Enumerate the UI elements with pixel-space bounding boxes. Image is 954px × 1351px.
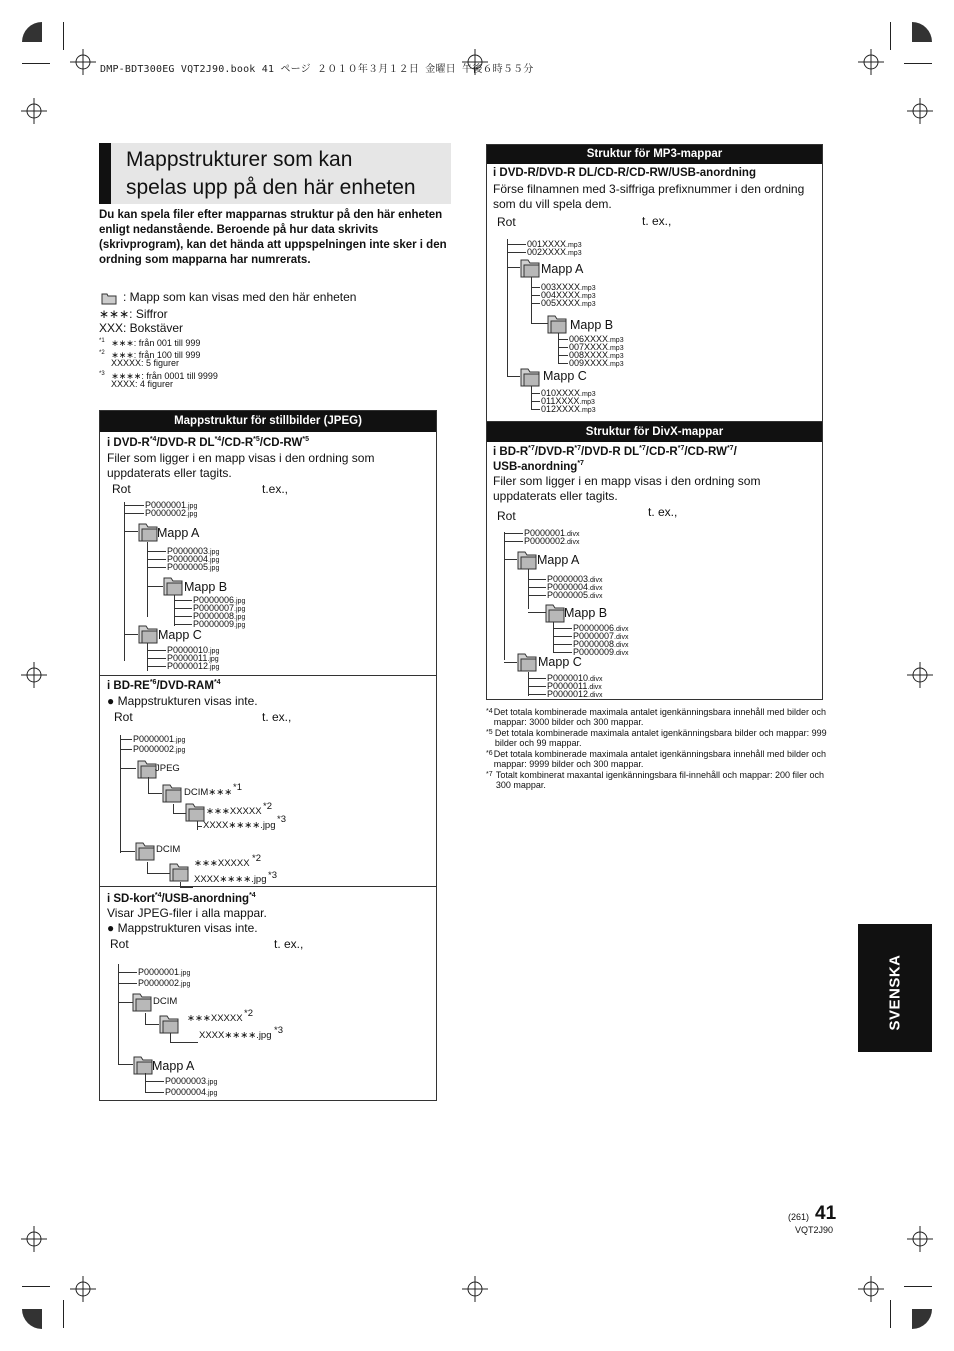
tree-line (148, 793, 162, 794)
tree-line (558, 347, 568, 348)
divider (100, 886, 436, 887)
divx-title-2 (493, 460, 584, 473)
file-name: P0000002.jpg (145, 508, 198, 518)
sup: *6 (149, 679, 157, 686)
tree-line (124, 531, 138, 532)
fn-text: Det totala kombinerade maximala antalet igenkänningsbara innehåll med bilder och mappar: 9999 bilder och 300 mappar. (493, 749, 826, 769)
sup: *4 (249, 892, 256, 899)
jpeg-s1-tree (100, 496, 438, 676)
folder-label: DCIM (153, 996, 178, 1007)
footnote-5 (486, 728, 836, 748)
folder-icon (101, 291, 117, 305)
tree-line (147, 559, 166, 560)
tree-line (507, 239, 508, 377)
tree-line (145, 1073, 146, 1092)
jpeg-s2-tree (100, 723, 438, 883)
sup: *4 (149, 436, 157, 443)
tree-line (531, 409, 540, 410)
t: /DVD-RAM (156, 679, 214, 692)
tree-line (528, 587, 546, 588)
folder-icon (162, 575, 183, 597)
t: /CD-R (221, 436, 254, 449)
tree-line (170, 1033, 171, 1042)
file-name: P0000003.jpg (165, 1076, 218, 1086)
tree-line (118, 983, 137, 984)
file-name: P0000011.divx (547, 681, 602, 691)
jpeg-s1-title (107, 436, 309, 449)
tree-line (147, 873, 170, 874)
language-tab (858, 924, 932, 1052)
folder-icon (137, 623, 158, 645)
divx-ex: t. ex., (648, 505, 678, 519)
tree-line (147, 567, 166, 568)
folder-icon (161, 782, 182, 804)
page-title-line2: spelas upp på den här enheten (126, 176, 416, 199)
intro-paragraph: Du kan spela filer efter mapparnas struktur på den här enheten enligt nedanstående. Beroende på hur data skrivits (skrivprogram), kan det hända att uppspelningen inte sker i den ordning som mapparna har numrerats. (99, 209, 447, 266)
tree-line (504, 533, 523, 534)
fn-text: Det totala kombinerade maximala antalet igenkänningsbara innehåll med bilder och mappar: 3000 bilder och 300 mappar. (493, 707, 826, 727)
tree-line (120, 851, 135, 852)
jpeg-s3-tree (100, 956, 438, 1096)
footnote-7 (486, 770, 836, 790)
note-3-text: ∗∗∗∗: från 0001 till 9999 (111, 371, 218, 381)
mp3-rot: Rot (497, 215, 516, 229)
folder-label: Mapp A (537, 553, 580, 567)
file-name: P0000007.divx (573, 631, 629, 641)
footnote-mark: *3 (277, 814, 286, 825)
page-ref: (261) (788, 1212, 810, 1222)
tree-line (504, 541, 523, 542)
tree-line (528, 595, 546, 596)
jpeg-s1-rot: Rot (112, 482, 131, 496)
tree-line (558, 339, 568, 340)
tree-line (553, 628, 572, 629)
folder-label: JPEG (155, 763, 180, 774)
folder-icon (546, 313, 567, 335)
sup: *7 (574, 445, 582, 452)
file-name: P0000003.jpg (167, 546, 220, 556)
tree-line (147, 666, 166, 667)
mp3-ex: t. ex., (642, 214, 672, 228)
divx-box-header: Struktur för DivX-mappar (487, 422, 822, 442)
jpeg-box (99, 410, 437, 1101)
t: /CD-RW (259, 436, 303, 449)
t: /DVD-R DL (156, 436, 215, 449)
jpeg-s2-rot: Rot (114, 710, 133, 724)
mp3-box (486, 144, 823, 422)
file-name: 004XXXX.mp3 (541, 290, 596, 300)
tree-line (174, 616, 192, 617)
footnote-mark: *3 (268, 870, 277, 881)
mp3-body: Förse filnamnen med 3-siffriga prefixnummer i den ordning som du vill spela dem. (493, 182, 805, 211)
file-name: P0000001.divx (524, 528, 580, 538)
tree-line (120, 735, 121, 853)
tree-line (531, 287, 540, 288)
file-name: P0000009.divx (573, 647, 629, 657)
folder-icon (544, 602, 565, 624)
tree-line (120, 739, 132, 740)
file-name: P0000010.jpg (167, 645, 220, 655)
folder-label: Mapp A (157, 526, 200, 540)
file-name: 001XXXX.mp3 (527, 239, 582, 249)
note-3-mark: *3 (99, 371, 105, 377)
tree-line (558, 355, 568, 356)
jpeg-s3-rot: Rot (110, 937, 129, 951)
tree-line (118, 972, 137, 973)
sup: *7 (677, 445, 685, 452)
tree-line (124, 513, 144, 514)
tree-line (147, 586, 163, 587)
sup: *7 (528, 445, 535, 452)
file-name: P0000002.jpg (133, 744, 186, 754)
fn-mark: *4 (486, 708, 493, 715)
tree-line (174, 600, 192, 601)
tree-line (553, 644, 572, 645)
tree-line (528, 672, 529, 696)
folder-label: ∗∗∗XXXXX (194, 858, 250, 869)
jpeg-s2-ex: t. ex., (262, 710, 292, 724)
tree-line (145, 1024, 159, 1025)
tree-line (147, 542, 148, 617)
sup: *5 (253, 436, 260, 443)
tree-line (528, 678, 546, 679)
mp3-box-header: Struktur för MP3-mappar (487, 145, 822, 164)
tree-line (124, 634, 138, 635)
tree-line (124, 502, 125, 661)
folder-icon (184, 801, 205, 823)
tree-line (531, 277, 532, 324)
t: /CD-RW (684, 445, 727, 458)
page-title (99, 143, 451, 204)
note-1 (99, 336, 200, 348)
fn-text: Totalt kombinerat maxantal igenkänningsbara fil-innehåll och mappar: 200 filer och 300 mappar. (495, 770, 825, 790)
jpeg-box-header: Mappstruktur för stillbilder (JPEG) (100, 411, 436, 432)
file-name: 010XXXX.mp3 (541, 388, 596, 398)
print-header: DMP-BDT300EG VQT2J90.book 41 ページ ２０１０年３月１２日 金曜日 午後６時５５分 (100, 64, 534, 75)
file-name: P0000006.jpg (193, 595, 246, 605)
tree-line (553, 622, 554, 653)
file-name: P0000002.divx (524, 536, 580, 546)
folder-label: ∗∗∗XXXXX (206, 806, 262, 817)
jpeg-s3-ex: t. ex., (274, 937, 304, 951)
t: /USB-anordning (161, 892, 250, 905)
mp3-title: i DVD-R/DVD-R DL/CD-R/CD-RW/USB-anordning (493, 167, 756, 179)
file-name: 002XXXX.mp3 (527, 247, 582, 257)
footnote-6 (486, 749, 836, 769)
divider (100, 675, 436, 676)
footnote-mark: *3 (274, 1025, 283, 1036)
legend-folder (101, 290, 356, 305)
t: /DVD-R (534, 445, 575, 458)
file-name: P0000001.jpg (133, 734, 186, 744)
file-name: 011XXXX.mp3 (541, 396, 595, 406)
legend-letters: XXX: Bokstäver (99, 321, 184, 335)
folder-label: Mapp B (564, 606, 608, 620)
file-name: P0000003.divx (547, 574, 603, 584)
tree-line (507, 244, 526, 245)
file-name: P0000009.jpg (193, 619, 246, 629)
file-name: P0000010.divx (547, 673, 603, 683)
tree-line (528, 694, 546, 695)
page-title-line1: Mappstrukturer som kan (126, 148, 353, 171)
file-name: P0000004.jpg (167, 554, 220, 564)
tree-line (528, 686, 546, 687)
tree-line (147, 650, 166, 651)
file-name: 012XXXX.mp3 (541, 404, 596, 414)
fn-mark: *5 (486, 729, 493, 736)
file-name: XXXX∗∗∗∗.jpg (199, 1030, 272, 1041)
folder-icon (136, 758, 157, 780)
file-name: P0000007.jpg (193, 603, 246, 613)
note-2-mark: *2 (99, 350, 105, 356)
folder-icon (134, 840, 155, 862)
legend-folder-text: : Mapp som kan visas med den här enheten (123, 290, 357, 304)
tree-line (145, 1092, 164, 1093)
t: i SD-kort (107, 892, 155, 905)
folder-icon (168, 861, 189, 883)
tree-line (180, 887, 193, 888)
divx-tree (487, 526, 824, 701)
tree-line (147, 551, 166, 552)
jpeg-s1-ex: t.ex., (262, 482, 289, 496)
tree-line (531, 393, 540, 394)
jpeg-s2-title (107, 679, 221, 692)
footnotes (486, 707, 836, 790)
folder-icon (519, 257, 540, 279)
tree-line (147, 658, 166, 659)
legend-digits: ∗∗∗: Siffror (99, 307, 168, 321)
sup: *4 (154, 892, 162, 899)
file-name: P0000001.jpg (145, 500, 198, 510)
folder-icon (158, 1013, 179, 1035)
sup: *7 (726, 445, 734, 452)
tree-line (118, 964, 119, 1064)
tree-line (504, 532, 505, 660)
folder-icon (132, 1054, 153, 1076)
t: / (733, 445, 737, 458)
tree-line (118, 1064, 133, 1065)
file-name: 007XXXX.mp3 (569, 342, 624, 352)
file-name: P0000012.divx (547, 689, 603, 699)
sup: *7 (639, 445, 646, 452)
folder-label: Mapp B (570, 318, 614, 332)
jpeg-s3-body2: ● Mappstrukturen visas inte. (107, 921, 258, 935)
folder-icon (137, 521, 158, 543)
tree-line (531, 401, 540, 402)
footnote-mark: *2 (252, 853, 261, 864)
file-name: P0000012.jpg (167, 661, 220, 671)
tree-line (174, 624, 192, 625)
sup: *4 (214, 436, 222, 443)
fn-text: Det totala kombinerade maximala antalet igenkänningsbara bilder och mappar: 999 bilder och 99 mappar. (494, 728, 827, 748)
file-name: 005XXXX.mp3 (541, 298, 596, 308)
folder-label: Mapp B (184, 580, 228, 594)
folder-label: ∗∗∗XXXXX (187, 1013, 243, 1024)
tree-line (531, 386, 532, 410)
note-3b: XXXX: 4 figurer (111, 379, 174, 389)
t: /CD-R (645, 445, 678, 458)
doc-code: VQT2J90 (795, 1225, 834, 1235)
t: /DVD-R DL (581, 445, 640, 458)
tree-line (531, 303, 540, 304)
file-name: 003XXXX.mp3 (541, 282, 596, 292)
tree-line (197, 826, 202, 827)
tree-line (120, 768, 136, 769)
folder-icon (131, 991, 152, 1013)
file-name: 009XXXX.mp3 (569, 358, 624, 368)
file-name: XXXX∗∗∗∗.jpg (194, 874, 267, 885)
t: i BD-RE (107, 679, 150, 692)
tree-line (553, 652, 572, 653)
folder-icon (516, 549, 537, 571)
mp3-tree (487, 233, 824, 423)
footnote-mark: *2 (244, 1008, 253, 1019)
jpeg-s3-body1: Visar JPEG-filer i alla mappar. (107, 906, 267, 920)
file-name: P0000002.jpg (138, 978, 191, 988)
folder-label: DCIM∗∗∗ (184, 787, 233, 798)
note-1-mark: *1 (99, 338, 105, 344)
tree-line (145, 1081, 164, 1082)
tree-line (120, 749, 132, 750)
file-name: P0000001.jpg (138, 967, 191, 977)
folder-label: Mapp A (152, 1059, 195, 1073)
note-2-text: ∗∗∗: från 100 till 999 (111, 350, 201, 360)
t: i BD-R (493, 445, 529, 458)
folder-label: Mapp C (543, 369, 587, 383)
jpeg-s2-body: ● Mappstrukturen visas inte. (107, 694, 258, 708)
footnote-mark: *1 (233, 782, 242, 793)
t: USB-anordning (493, 460, 578, 473)
tree-line (148, 777, 149, 794)
folder-icon (519, 366, 540, 388)
file-name: P0000008.jpg (193, 611, 246, 621)
file-name: P0000008.divx (573, 639, 629, 649)
file-name: 008XXXX.mp3 (569, 350, 624, 360)
t: i DVD-R (107, 436, 150, 449)
language-tab-label: SVENSKA (886, 954, 904, 1031)
file-name: XXXX∗∗∗∗.jpg (203, 820, 276, 831)
footnote-4 (486, 707, 836, 727)
sup: *5 (302, 436, 309, 443)
divx-title (493, 445, 737, 458)
divx-rot: Rot (497, 509, 516, 523)
tree-line (124, 505, 144, 506)
file-name: P0000005.jpg (167, 562, 220, 572)
file-name: P0000005.divx (547, 590, 603, 600)
jpeg-s1-body: Filer som ligger i en mapp visas i den ordning som uppdaterats eller tagits. (107, 451, 375, 480)
tree-line (558, 333, 559, 364)
folder-icon (516, 651, 537, 673)
divx-body: Filer som ligger i en mapp visas i den ordning som uppdaterats eller tagits. (493, 474, 761, 503)
folder-label: Mapp A (541, 262, 584, 276)
tree-line (174, 608, 192, 609)
divx-box (486, 421, 823, 700)
tree-line (553, 636, 572, 637)
file-name: 006XXXX.mp3 (569, 334, 624, 344)
note-1-text: ∗∗∗: från 001 till 999 (111, 338, 201, 348)
footnote-mark: *2 (263, 801, 272, 812)
tree-line (170, 1042, 198, 1043)
file-name: P0000006.divx (573, 623, 629, 633)
jpeg-s3-title (107, 892, 256, 905)
file-name: P0000004.divx (547, 582, 603, 592)
tree-line (528, 569, 529, 609)
sup: *4 (213, 679, 221, 686)
tree-line (507, 252, 526, 253)
tree-line (531, 295, 540, 296)
fn-mark: *6 (486, 750, 493, 757)
fn-mark: *7 (486, 771, 493, 778)
tree-line (558, 363, 568, 364)
folder-label: Mapp C (538, 655, 582, 669)
note-2b: XXXXX: 5 figurer (111, 358, 180, 368)
page-number: 41 (815, 1203, 837, 1224)
folder-label: Mapp C (158, 628, 202, 642)
file-name: P0000011.jpg (167, 653, 219, 663)
file-name: P0000004.jpg (165, 1087, 218, 1097)
tree-line (528, 579, 546, 580)
sup: *7 (577, 460, 584, 467)
folder-label: DCIM (156, 844, 181, 855)
